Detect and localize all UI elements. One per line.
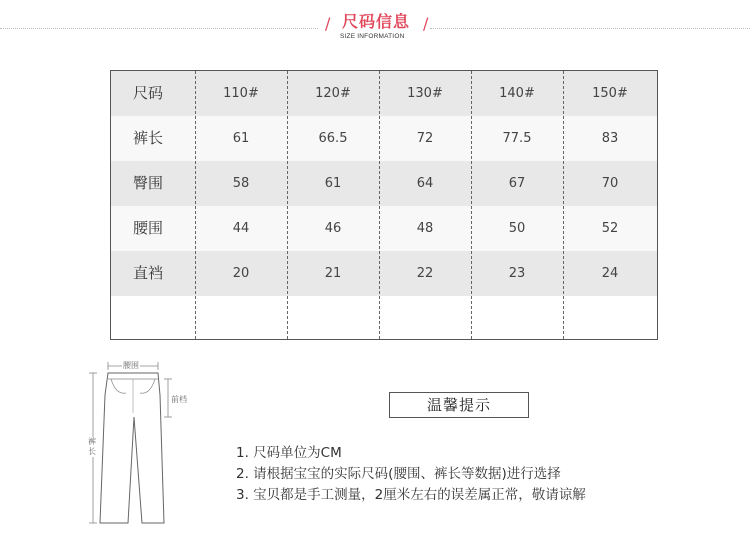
- row-label: 腰围: [133, 219, 164, 237]
- table-cell: 22: [416, 266, 434, 281]
- pants-measurement-diagram: [80, 355, 210, 530]
- header-cell-size: 110#: [223, 86, 259, 101]
- table-cell: 21: [324, 266, 342, 281]
- tips-title: 温馨提示: [389, 392, 529, 418]
- header-slash-left: /: [325, 14, 331, 33]
- section-subtitle: SIZE INFORMATION: [340, 33, 405, 40]
- row-label: 臀围: [133, 174, 164, 192]
- table-cell: 66.5: [318, 131, 348, 146]
- size-table: [110, 70, 658, 340]
- table-cell: 46: [324, 221, 342, 236]
- tip-note: 3. 宝贝都是手工测量，2厘米左右的误差属正常，敬请谅解: [236, 487, 586, 503]
- table-cell: 50: [508, 221, 526, 236]
- header-slash-right: /: [423, 14, 429, 33]
- column-divider: [563, 71, 564, 339]
- table-cell: 58: [232, 176, 250, 191]
- table-cell: 23: [508, 266, 526, 281]
- tips-notes: [236, 443, 586, 506]
- table-cell: 48: [416, 221, 434, 236]
- section-title: 尺码信息: [342, 12, 411, 31]
- table-cell: 77.5: [502, 131, 532, 146]
- tip-note: 1. 尺码单位为CM: [236, 445, 342, 461]
- table-cell: 20: [232, 266, 250, 281]
- header-cell-size: 150#: [592, 86, 628, 101]
- table-row: [111, 206, 657, 251]
- table-cell: 61: [324, 176, 342, 191]
- table-cell: 72: [416, 131, 434, 146]
- header-cell-size: 140#: [499, 86, 535, 101]
- table-row: [111, 251, 657, 296]
- table-cell: 64: [416, 176, 434, 191]
- length-label: 裤长: [88, 437, 96, 456]
- column-divider: [195, 71, 196, 339]
- pants-outline-icon: [80, 355, 210, 530]
- table-cell: 67: [508, 176, 526, 191]
- header-cell-size: 120#: [315, 86, 351, 101]
- column-divider: [471, 71, 472, 339]
- table-cell: 44: [232, 221, 250, 236]
- header-cell-size: 130#: [407, 86, 443, 101]
- table-row: [111, 161, 657, 206]
- table-cell: 61: [232, 131, 250, 146]
- table-cell: 52: [601, 221, 619, 236]
- header-cell-size-label: 尺码: [133, 84, 164, 102]
- table-header-row: [111, 71, 657, 116]
- waist-label: 腰围: [123, 361, 139, 370]
- table-row: [111, 116, 657, 161]
- header-divider-left: [0, 28, 318, 29]
- table-empty-row: [111, 296, 657, 339]
- column-divider: [287, 71, 288, 339]
- header-divider-right: [430, 28, 750, 29]
- table-cell: 70: [601, 176, 619, 191]
- tip-note: 2. 请根据宝宝的实际尺码(腰围、裤长等数据)进行选择: [236, 466, 561, 482]
- column-divider: [379, 71, 380, 339]
- row-label: 裤长: [133, 129, 164, 147]
- table-cell: 83: [601, 131, 619, 146]
- rise-label: 前档: [171, 395, 187, 404]
- row-label: 直裆: [133, 264, 164, 282]
- table-cell: 24: [601, 266, 619, 281]
